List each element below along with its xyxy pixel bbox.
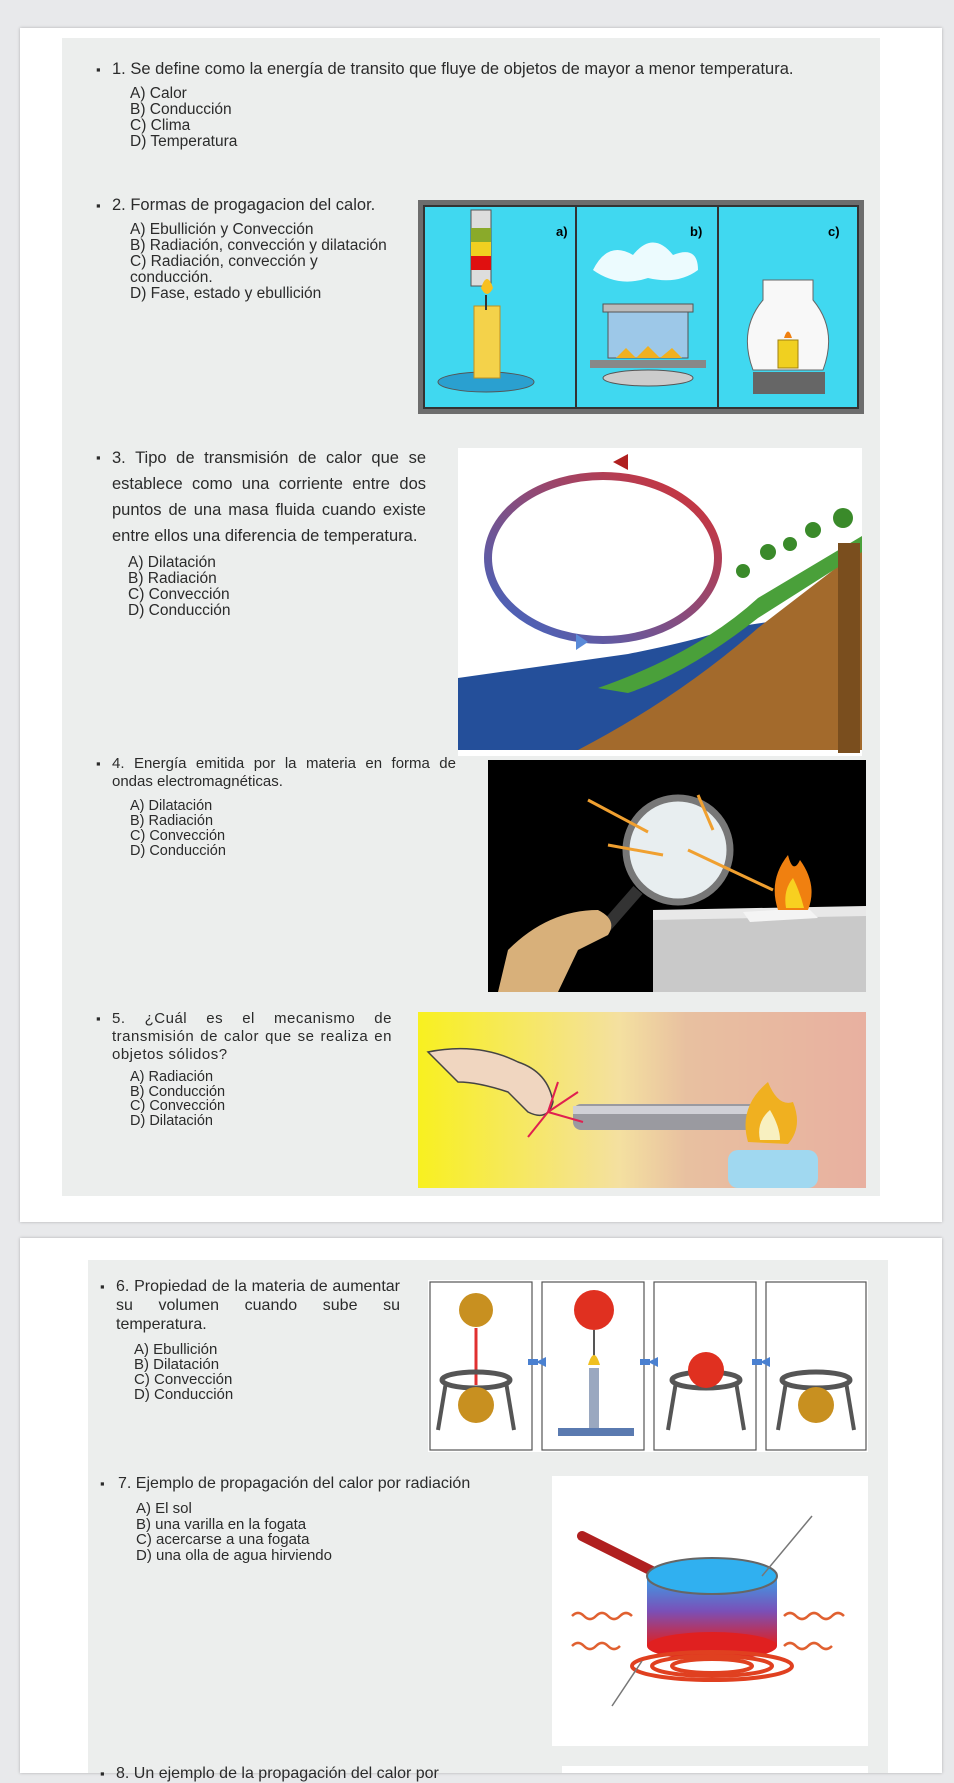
option-d[interactable]: D) una olla de agua hirviendo (136, 1546, 332, 1564)
option-b[interactable]: B) Conducción (130, 1083, 226, 1100)
question-2-options (96, 222, 388, 302)
question-4-options (96, 799, 456, 859)
dilation-ball-ring-illustration (428, 1280, 868, 1452)
option-a[interactable]: A) Dilatación (130, 798, 213, 814)
question-7-options (100, 1501, 528, 1563)
option-b[interactable]: B) una varilla en la fogata (136, 1515, 307, 1533)
option-b[interactable]: B) Radiación (130, 813, 214, 829)
question-6-options (100, 1342, 400, 1402)
label-a: a) (556, 224, 568, 239)
option-d[interactable]: D) Temperatura (130, 133, 238, 150)
question-3 (96, 445, 426, 619)
convection-illustration (458, 448, 862, 756)
question-8-text: ▪ 8. Un ejemplo de la propagación del calor por (100, 1764, 560, 1783)
question-1 (96, 60, 866, 150)
option-c[interactable]: C) Radiación, convección y conducción. (130, 253, 318, 286)
question-8 (100, 1764, 560, 1783)
option-a[interactable]: A) Ebullición (134, 1341, 218, 1358)
question-6 (100, 1277, 400, 1402)
option-a[interactable]: A) El sol (136, 1500, 192, 1517)
question-4-text-content: ▪ 4. Energía emitida por la materia en forma de ondas electromagnéticas. (112, 755, 456, 790)
question-4 (96, 755, 456, 859)
option-d[interactable]: D) Conducción (128, 602, 231, 619)
question-1-text: ▪ 1. Se define como la energía de transito que fluye de objetos de mayor a menor temperatura. (96, 60, 866, 79)
question-4-text (96, 755, 456, 791)
option-b[interactable]: B) Radiación, convección y dilatación (130, 237, 387, 254)
question-8-image (562, 1766, 868, 1773)
pot-on-stove-illustration (552, 1476, 868, 1746)
option-c[interactable]: C) Clima (130, 117, 191, 134)
option-b[interactable]: B) Radiación (128, 570, 217, 587)
option-a[interactable]: A) Calor (130, 85, 187, 102)
label-c: c) (828, 224, 840, 239)
option-c[interactable]: C) Convección (130, 1098, 226, 1114)
question-3-options (96, 555, 426, 619)
question-5-text: ▪ 5. ¿Cuál es el mecanismo de transmisión de calor que se realiza en objetos sólidos? (96, 1010, 392, 1064)
option-d[interactable]: D) Dilatación (130, 1112, 213, 1129)
heat-propagation-illustration (418, 200, 864, 414)
option-c[interactable]: C) acercarse a una fogata (136, 1531, 310, 1548)
option-c[interactable]: C) Convección (130, 828, 226, 844)
question-2-text: ▪ 2. Formas de progagacion del calor. (96, 196, 388, 215)
conduction-illustration (418, 1012, 866, 1188)
question-3-text: ▪ 3. Tipo de transmisión de calor que se establece como una corriente entre dos puntos de una masa fluida cuando existe entre ellos una diferencia de temperatura. (96, 445, 426, 549)
option-b[interactable]: B) Dilatación (134, 1356, 220, 1373)
option-d[interactable]: D) Fase, estado y ebullición (130, 285, 322, 302)
option-d[interactable]: D) Conducción (130, 843, 226, 859)
option-b[interactable]: B) Conducción (130, 101, 232, 118)
option-c[interactable]: C) Convección (128, 586, 230, 603)
option-a[interactable]: A) Dilatación (128, 554, 216, 571)
option-c[interactable]: C) Convección (134, 1371, 233, 1388)
question-1-options (96, 86, 866, 150)
option-a[interactable]: A) Radiación (130, 1069, 214, 1085)
magnifying-glass-illustration (488, 760, 866, 992)
question-7-text: ▪ 7. Ejemplo de propagación del calor por radiación (100, 1474, 528, 1493)
question-5 (96, 1010, 392, 1128)
question-7 (100, 1474, 528, 1563)
question-5-options (96, 1070, 392, 1128)
question-6-text: ▪ 6. Propiedad de la materia de aumentar su volumen cuando sube su temperatura. (100, 1277, 400, 1334)
option-d[interactable]: D) Conducción (134, 1386, 234, 1403)
label-b: b) (690, 224, 703, 239)
option-a[interactable]: A) Ebullición y Convección (130, 221, 314, 238)
question-2 (96, 196, 388, 302)
